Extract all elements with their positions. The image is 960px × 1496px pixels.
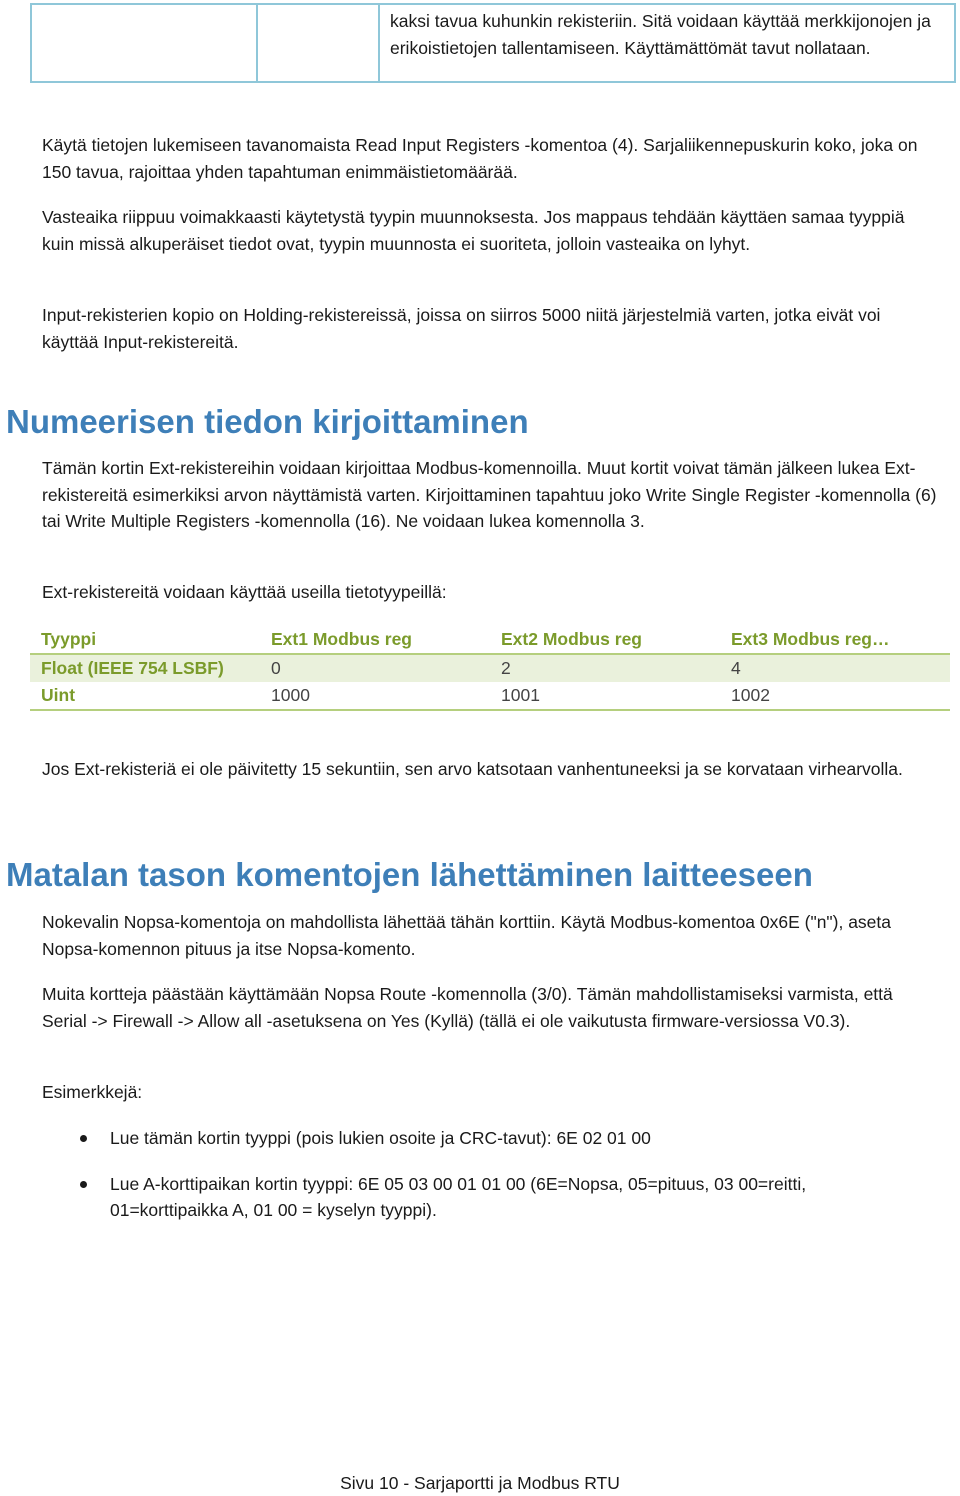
table-cell-description: kaksi tavua kuhunkin rekisteriin. Sitä voidaan käyttää merkkijonojen ja erikoistietojen tallentamiseen. Käyttämättömät tavut nollataan. [390,11,931,58]
section-heading-numeric-write: Numeerisen tiedon kirjoittaminen [6,403,529,440]
table-cell: 1002 [720,682,950,710]
table-cell-empty [258,5,380,81]
table-cell: 2 [490,654,720,682]
table-row [30,654,950,682]
bullet-icon [80,1181,87,1188]
table-cell: 1000 [260,682,490,710]
column-header-type: Tyyppi [30,625,260,654]
column-header-ext3: Ext3 Modbus reg… [720,625,950,654]
list-item [42,1171,922,1224]
examples-label: Esimerkkejä: [42,1082,143,1102]
ext-registers-intro: Tämän kortin Ext-rekistereihin voidaan kirjoittaa Modbus-komennoilla. Muut kortit voivat tämän jälkeen lukea Ext-rekistereitä esimerkiksi arvon näyttämistä varten. Kirjoittaminen tapahtuu joko Write Single Register -komennolla (6) tai Write Multiple Registers -komennolla (16). Ne voidaan lukea komennolla 3. [42,458,937,531]
nopsa-paragraph: Nokevalin Nopsa-komentoja on mahdollista lähettää tähän korttiin. Käytä Modbus-komentoa 0x6E ("n"), aseta Nopsa-komennon pituus ja itse Nopsa-komento. [42,912,891,959]
example-text: Lue tämän kortin tyyppi (pois lukien osoite ja CRC-tavut): 6E 02 01 00 [110,1128,651,1148]
response-time-paragraph: Vasteaika riippuu voimakkaasti käytetystä tyypin muunnoksesta. Jos mappaus tehdään käyttäen samaa tyyppiä kuin missä alkuperäiset tiedot ovat, tyypin muunnosta ei suoriteta, jolloin vasteaika on lyhyt. [42,207,905,254]
column-header-ext1: Ext1 Modbus reg [260,625,490,654]
table-cell: 4 [720,654,950,682]
table-cell: 0 [260,654,490,682]
example-text: Lue A-korttipaikan kortin tyyppi: 6E 05 03 00 01 01 00 (6E=Nopsa, 05=pituus, 03 00=reitti, 01=korttipaikka A, 01 00 = kyselyn tyyppi). [110,1173,807,1220]
table-cell-empty [32,5,258,81]
ext-table-intro: Ext-rekistereitä voidaan käyttää useilla tietotyypeillä: [42,582,447,602]
list-item [42,1125,922,1152]
row-type-uint: Uint [30,682,260,710]
ext-timeout-paragraph: Jos Ext-rekisteriä ei ole päivitetty 15 sekuntiin, sen arvo katsotaan vanhentuneeksi ja se korvataan virhearvolla. [42,759,903,779]
bullet-icon [80,1135,87,1142]
nopsa-route-paragraph: Muita kortteja päästään käyttämään Nopsa Route -komennolla (3/0). Tämän mahdollistamiseksi varmista, että Serial -> Firewall -> Allow all -asetuksena on Yes (Kyllä) (tällä ei ole vaikutusta firmware-versiossa V0.3). [42,984,893,1031]
examples-list [42,1125,922,1243]
page-footer: Sivu 10 - Sarjaportti ja Modbus RTU [340,1473,620,1493]
table-row [30,682,950,710]
table-cell: 1001 [490,682,720,710]
section-heading-low-level-commands: Matalan tason komentojen lähettäminen laitteeseen [6,856,813,893]
register-table-fragment [30,3,956,83]
holding-copy-paragraph: Input-rekisterien kopio on Holding-rekistereissä, joissa on siirros 5000 niitä järjestelmiä varten, jotka eivät voi käyttää Input-rekistereitä. [42,305,881,352]
row-type-float: Float (IEEE 754 LSBF) [30,654,260,682]
table-header-row [30,625,950,654]
ext-register-table [30,625,950,711]
read-input-paragraph: Käytä tietojen lukemiseen tavanomaista Read Input Registers -komentoa (4). Sarjaliikennepuskurin koko, joka on 150 tavua, rajoittaa yhden tapahtuman enimmäistietomäärää. [42,135,918,182]
column-header-ext2: Ext2 Modbus reg [490,625,720,654]
